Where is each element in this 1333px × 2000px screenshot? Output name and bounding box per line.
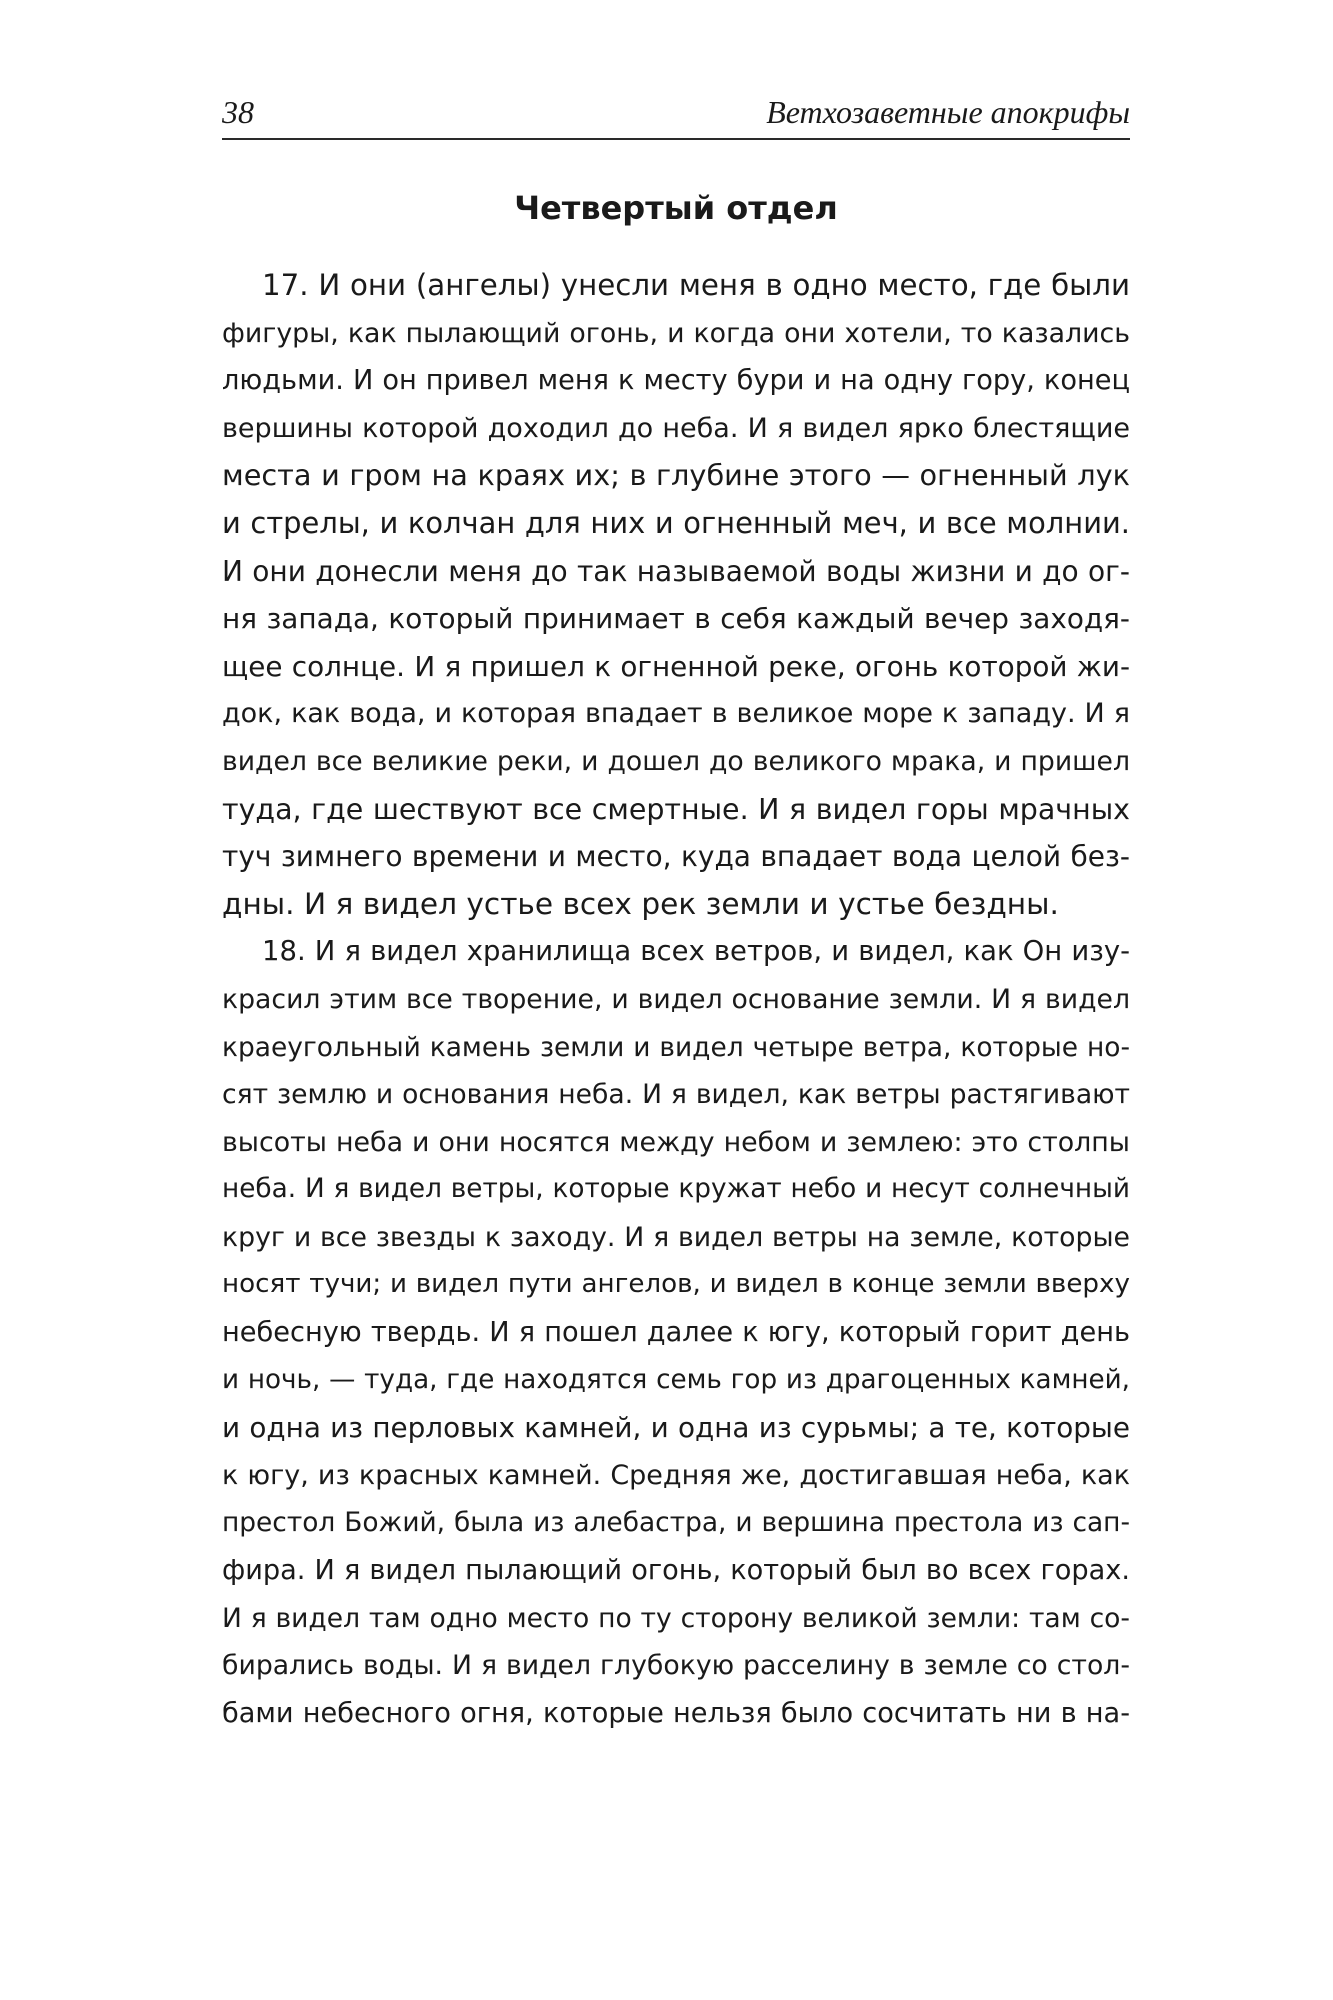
- page-number: 38: [222, 94, 254, 130]
- page-header: [222, 92, 1130, 140]
- text-line: И они донесли меня до так называемой воды жизни и до ог-: [222, 554, 1130, 588]
- text-line: 18. И я видел хранилища всех ветров, и видел, как Он изу-: [262, 936, 1130, 968]
- text-line: туч зимнего времени и место, куда впадает вода целой без-: [222, 840, 1130, 874]
- body-text: [222, 262, 1130, 1737]
- text-line: и стрелы, и колчан для них и огненный меч, и все молнии.: [222, 505, 1130, 540]
- text-line: щее солнце. И я пришел к огненной реке, огонь которой жи-: [222, 649, 1130, 683]
- text-line: высоты неба и они носятся между небом и землею: это столпы: [222, 1126, 1130, 1158]
- text-line: вершины которой доходил до неба. И я видел ярко блестящие: [222, 412, 1130, 444]
- section-title: Четвертый отдел: [514, 189, 838, 227]
- text-line: престол Божий, была из алебастра, и вершина престола из сап-: [222, 1507, 1130, 1539]
- text-line: бами небесного огня, которые нельзя было сосчитать ни в на-: [222, 1697, 1130, 1729]
- text-line: видел все великие реки, и дошел до великого мрака, и пришел: [222, 745, 1130, 777]
- text-line: сят землю и основания неба. И я видел, как ветры растягивают: [222, 1079, 1130, 1111]
- text-line: и одна из перловых камней, и одна из сурьмы; а те, которые: [222, 1411, 1130, 1445]
- text-line: док, как вода, и которая впадает в великое море к западу. И я: [222, 698, 1130, 730]
- text-line: людьми. И он привел меня к месту бури и на одну гору, конец: [222, 365, 1130, 397]
- text-line: 17. И они (ангелы) унесли меня в одно место, где были: [262, 268, 1130, 302]
- text-line: к югу, из красных камней. Средняя же, достигавшая неба, как: [222, 1459, 1130, 1491]
- text-line: неба. И я видел ветры, которые кружат небо и несут солнечный: [222, 1174, 1130, 1205]
- text-line: бирались воды. И я видел глубокую расселину в земле со стол-: [222, 1650, 1130, 1682]
- text-line: И я видел там одно место по ту сторону великой земли: там со-: [222, 1602, 1130, 1634]
- text-line: носят тучи; и видел пути ангелов, и видел в конце земли вверху: [222, 1269, 1130, 1300]
- text-line: дны. И я видел устье всех рек земли и устье бездны.: [222, 886, 1059, 921]
- text-line: фигуры, как пылающий огонь, и когда они хотели, то казались: [222, 317, 1130, 349]
- text-line: красил этим все творение, и видел основание земли. И я видел: [222, 983, 1130, 1015]
- text-line: краеугольный камень земли и видел четыре ветра, которые но-: [222, 1031, 1130, 1063]
- text-line: места и гром на краях их; в глубине этого — огненный лук: [222, 458, 1130, 493]
- running-title: Ветхозаветные апокрифы: [766, 94, 1130, 130]
- text-line: и ночь, — туда, где находятся семь гор из драгоценных камней,: [222, 1364, 1130, 1395]
- text-line: ня запада, который принимает в себя каждый вечер заходя-: [222, 602, 1130, 636]
- text-line: фира. И я видел пылающий огонь, который был во всех горах.: [222, 1555, 1130, 1587]
- text-line: круг и все звезды к заходу. И я видел ветры на земле, которые: [222, 1221, 1130, 1253]
- text-line: небесную твердь. И я пошел далее к югу, который горит день: [222, 1317, 1130, 1349]
- text-line: туда, где шествуют все смертные. И я видел горы мрачных: [222, 792, 1130, 826]
